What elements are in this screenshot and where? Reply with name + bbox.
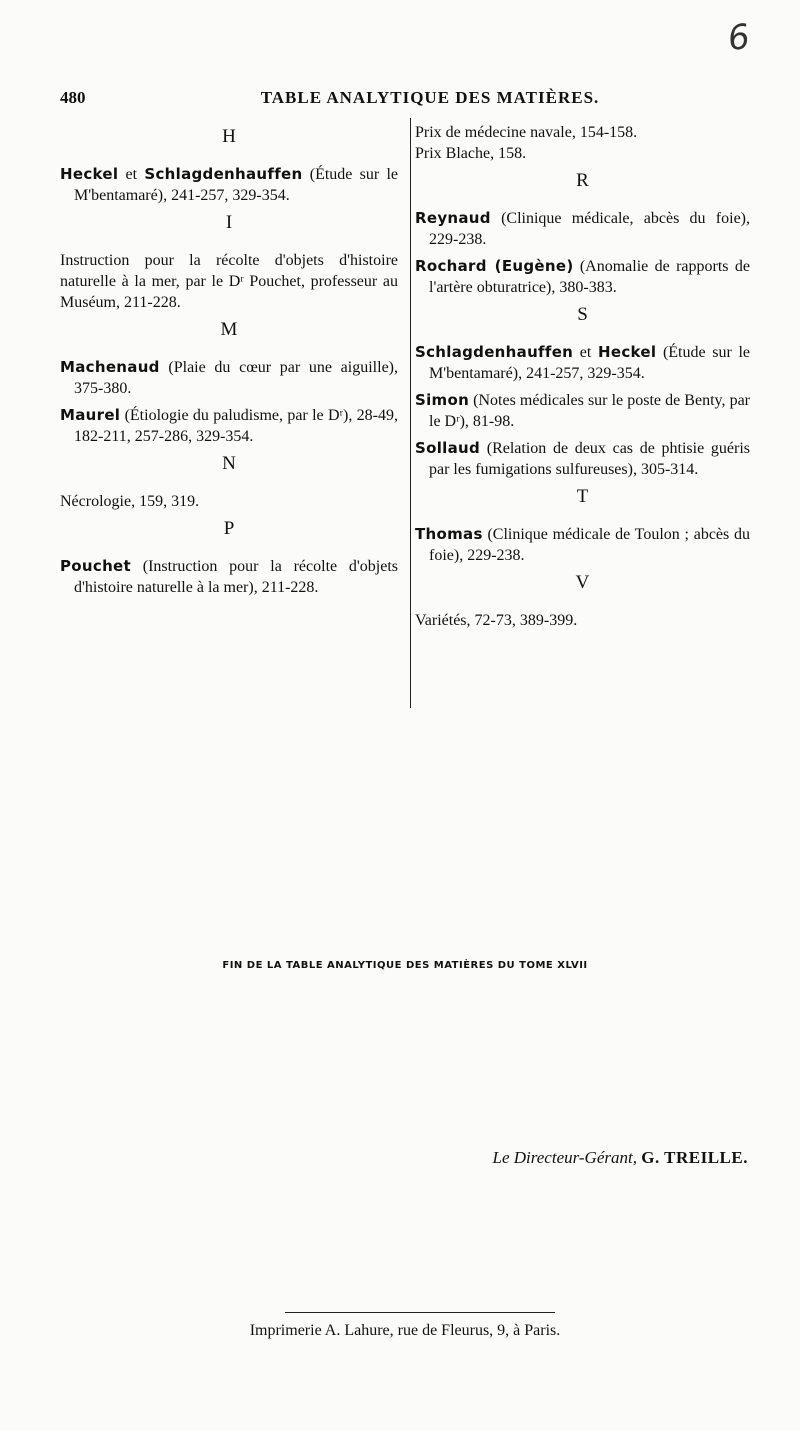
index-entry: Instruction pour la récolte d'objets d'histoire naturelle à la mer, par le Dʳ Pouchet, professeur au Muséum, 211-228.: [60, 252, 398, 311]
printer-rule: [285, 1312, 555, 1313]
index-entry: Maurel (Étiologie du paludisme, par le Dʳ), 28-49, 182-211, 257-286, 329-354.: [60, 406, 398, 445]
page-number: 480: [60, 88, 86, 107]
section-letter-i: I: [225, 212, 233, 233]
printer-imprint: Imprimerie A. Lahure, rue de Fleurus, 9, à Paris.: [249, 1322, 561, 1339]
index-entry: Pouchet (Instruction pour la récolte d'objets d'histoire naturelle à la mer), 211-228.: [60, 557, 398, 596]
entry-name: Pouchet: [60, 557, 131, 575]
page-header: [60, 88, 750, 114]
signature: [493, 1148, 748, 1168]
running-title: TABLE ANALYTIQUE DES MATIÈRES.: [260, 88, 600, 107]
entry-name: Sollaud: [415, 439, 481, 457]
entry-name: Maurel: [60, 406, 121, 424]
column-divider: [410, 118, 411, 708]
index-entry: Rochard (Eugène) (Anomalie de rapports de l'artère obturatrice), 380-383.: [415, 257, 751, 296]
section-letter-p: P: [223, 518, 235, 539]
index-entry: Machenaud (Plaie du cœur par une aiguille), 375-380.: [60, 358, 398, 397]
index-entry: Thomas (Clinique médicale de Toulon ; abcès du foie), 229-238.: [415, 525, 750, 564]
index-entry: Prix Blache, 158.: [415, 145, 527, 162]
index-entry: Variétés, 72-73, 389-399.: [415, 612, 578, 629]
entry-name: Machenaud: [60, 358, 160, 376]
section-letter-v: V: [575, 572, 590, 593]
entry-name: Simon: [415, 391, 470, 409]
entry-name: Reynaud: [415, 209, 491, 227]
signature-name: G. TREILLE.: [641, 1148, 748, 1167]
section-letter-h: H: [222, 126, 236, 147]
index-entry: Heckel et Schlagdenhauffen (Étude sur le M'bentamaré), 241-257, 329-354.: [60, 165, 399, 204]
section-letter-m: M: [220, 319, 238, 340]
section-letter-s: S: [577, 304, 588, 325]
signature-title: Le Directeur-Gérant,: [492, 1148, 637, 1167]
entry-name: Rochard (Eugène): [415, 257, 574, 275]
entry-name: Heckel: [598, 343, 657, 361]
index-entry: Nécrologie, 159, 319.: [60, 493, 200, 510]
section-letter-r: R: [576, 170, 589, 191]
index-entry: Sollaud (Relation de deux cas de phtisie guéris par les fumigations sulfureuses), 305-314.: [415, 439, 750, 478]
entry-name: Schlagdenhauffen: [415, 343, 574, 361]
entry-name: Schlagdenhauffen: [144, 165, 303, 183]
index-entry: Schlagdenhauffen et Heckel (Étude sur le M'bentamaré), 241-257, 329-354.: [415, 343, 751, 382]
entry-name: Heckel: [60, 165, 119, 183]
index-entry: Prix de médecine navale, 154-158.: [415, 124, 638, 141]
section-letter-n: N: [222, 453, 236, 474]
left-column: [60, 122, 398, 604]
end-of-table-note: FIN DE LA TABLE ANALYTIQUE DES MATIÈRES DU TOME XLVII: [222, 960, 588, 971]
index-entry: Simon (Notes médicales sur le poste de Benty, par le Dʳ), 81-98.: [415, 391, 750, 430]
index-entry: Reynaud (Clinique médicale, abcès du foie), 229-238.: [415, 209, 750, 248]
section-letter-t: T: [576, 486, 589, 507]
handwritten-page-note: 6: [725, 16, 753, 60]
right-column: [415, 122, 750, 637]
entry-name: Thomas: [415, 525, 483, 543]
